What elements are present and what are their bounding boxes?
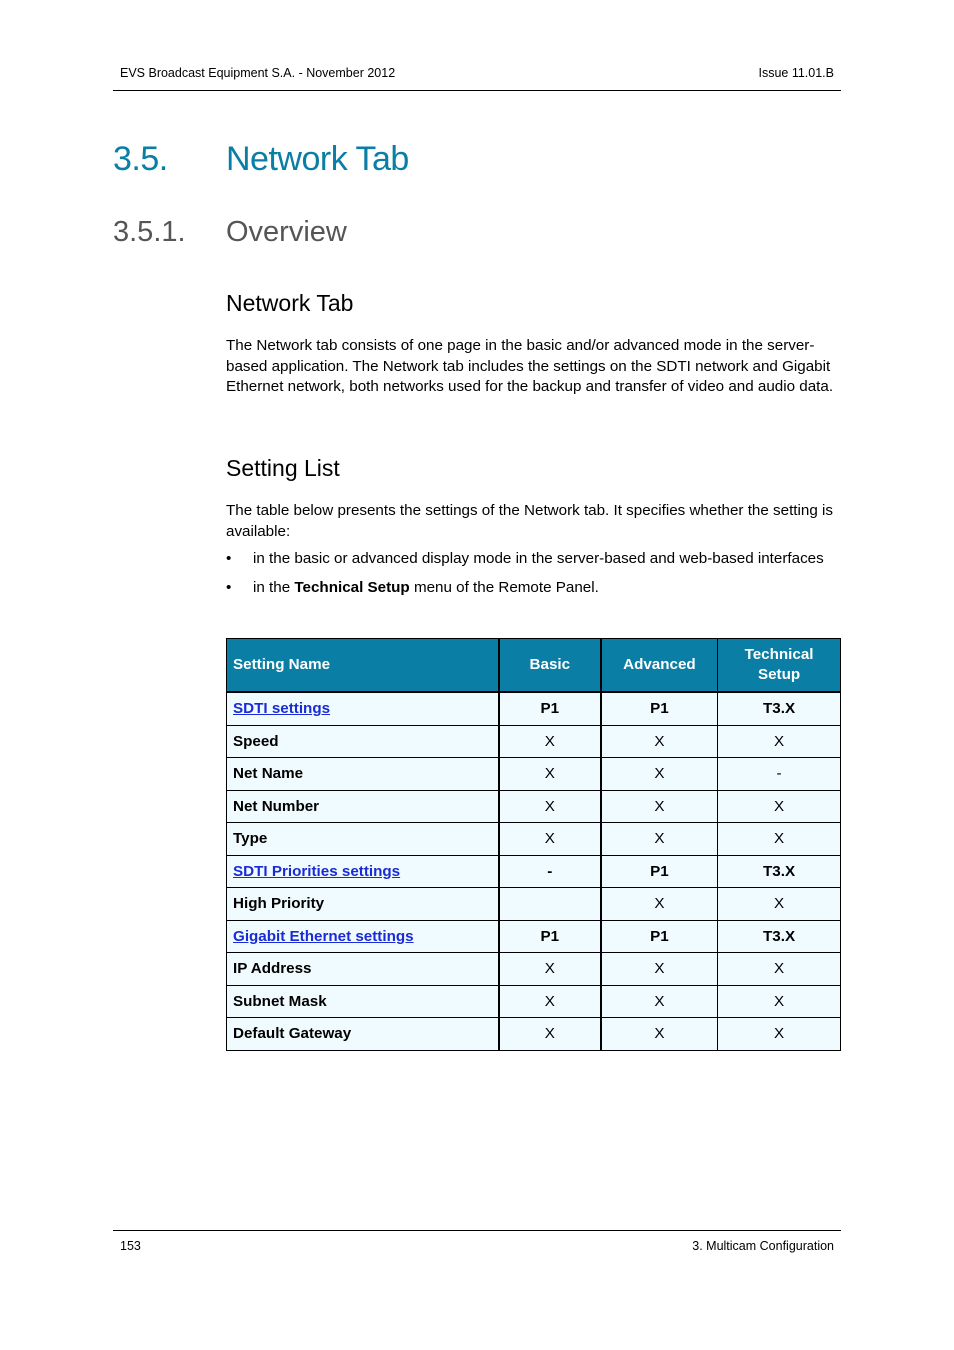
setting-name-cell: Net Name: [227, 758, 499, 791]
setting-list-heading: Setting List: [226, 455, 340, 481]
settings-table: [226, 638, 841, 1051]
table-row: [227, 985, 841, 1018]
table-row: [227, 692, 841, 725]
technical-setup-cell: T3.X: [718, 855, 841, 888]
settings-section-link[interactable]: Gigabit Ethernet settings: [233, 927, 414, 945]
column-header-technical-setup: Technical Setup: [718, 639, 841, 693]
table-header-row: [227, 639, 841, 693]
setting-name-cell: High Priority: [227, 888, 499, 921]
advanced-cell: X: [601, 888, 718, 921]
basic-cell: [499, 888, 601, 921]
technical-setup-emphasis: Technical Setup: [294, 579, 410, 596]
table-row: [227, 790, 841, 823]
page-footer: [113, 1230, 841, 1255]
basic-cell: X: [499, 790, 601, 823]
basic-cell: X: [499, 725, 601, 758]
section-title: Network Tab: [226, 140, 409, 178]
page-header: [113, 64, 841, 91]
setting-name-cell: Net Number: [227, 790, 499, 823]
technical-setup-cell: X: [718, 823, 841, 856]
advanced-cell: P1: [601, 920, 718, 953]
bullet-text-post: menu of the Remote Panel.: [409, 579, 599, 596]
table-row: [227, 758, 841, 791]
basic-cell: P1: [499, 920, 601, 953]
setting-list-intro: The table below presents the settings of the Network tab. It specifies whether the setting is available:: [226, 502, 833, 540]
section-number: 3.5.: [113, 140, 168, 178]
subsection-number: 3.5.1.: [113, 216, 186, 248]
table-body: [227, 692, 841, 1050]
setting-name-cell: Default Gateway: [227, 1018, 499, 1051]
table-row: [227, 888, 841, 921]
table-row: [227, 953, 841, 986]
technical-setup-cell: X: [718, 888, 841, 921]
technical-setup-cell: X: [718, 1018, 841, 1051]
header-issue: Issue 11.01.B: [758, 66, 834, 80]
availability-list: [226, 549, 838, 607]
bullet-icon: •: [226, 550, 232, 567]
header-publisher: EVS Broadcast Equipment S.A. - November 2012: [120, 66, 396, 80]
basic-cell: X: [499, 985, 601, 1018]
chapter-title: 3. Multicam Configuration: [692, 1239, 834, 1253]
bullet-icon: •: [226, 579, 232, 596]
advanced-cell: X: [601, 823, 718, 856]
list-item: [226, 578, 838, 598]
setting-name-cell: IP Address: [227, 953, 499, 986]
advanced-cell: P1: [601, 692, 718, 725]
bullet-text-pre: in the: [253, 579, 295, 596]
basic-cell: X: [499, 1018, 601, 1051]
setting-name-cell: Subnet Mask: [227, 985, 499, 1018]
setting-name-cell[interactable]: [227, 855, 499, 888]
table-row: [227, 920, 841, 953]
bullet-text: in the basic or advanced display mode in the server-based and web-based interfaces: [253, 550, 824, 567]
advanced-cell: X: [601, 953, 718, 986]
basic-cell: -: [499, 855, 601, 888]
basic-cell: X: [499, 758, 601, 791]
subsection-title: Overview: [226, 216, 347, 248]
page-number: 153: [120, 1239, 141, 1253]
setting-name-cell[interactable]: [227, 920, 499, 953]
advanced-cell: X: [601, 725, 718, 758]
column-header-setting-name: Setting Name: [227, 639, 499, 693]
advanced-cell: X: [601, 790, 718, 823]
setting-name-cell: Speed: [227, 725, 499, 758]
technical-setup-cell: T3.X: [718, 692, 841, 725]
column-header-basic: Basic: [499, 639, 601, 693]
technical-setup-cell: X: [718, 985, 841, 1018]
network-tab-paragraph: The Network tab consists of one page in the basic and/or advanced mode in the server-based application. The Network tab includes the settings on the SDTI network and Gigabit Ethernet network, both networks used for the backup and transfer of video and audio data.: [226, 337, 834, 395]
advanced-cell: X: [601, 1018, 718, 1051]
settings-section-link[interactable]: SDTI settings: [233, 700, 331, 718]
table-row: [227, 855, 841, 888]
basic-cell: X: [499, 823, 601, 856]
basic-cell: X: [499, 953, 601, 986]
column-header-advanced: Advanced: [601, 639, 718, 693]
setting-name-cell: Type: [227, 823, 499, 856]
technical-setup-cell: T3.X: [718, 920, 841, 953]
network-tab-heading: Network Tab: [226, 290, 354, 316]
advanced-cell: X: [601, 758, 718, 791]
technical-setup-cell: -: [718, 758, 841, 791]
table-row: [227, 1018, 841, 1051]
table-row: [227, 725, 841, 758]
technical-setup-cell: X: [718, 725, 841, 758]
technical-setup-cell: X: [718, 953, 841, 986]
technical-setup-cell: X: [718, 790, 841, 823]
table-row: [227, 823, 841, 856]
setting-name-cell[interactable]: [227, 692, 499, 725]
advanced-cell: X: [601, 985, 718, 1018]
settings-section-link[interactable]: SDTI Priorities settings: [233, 862, 401, 880]
advanced-cell: P1: [601, 855, 718, 888]
list-item: [226, 549, 838, 569]
basic-cell: P1: [499, 692, 601, 725]
